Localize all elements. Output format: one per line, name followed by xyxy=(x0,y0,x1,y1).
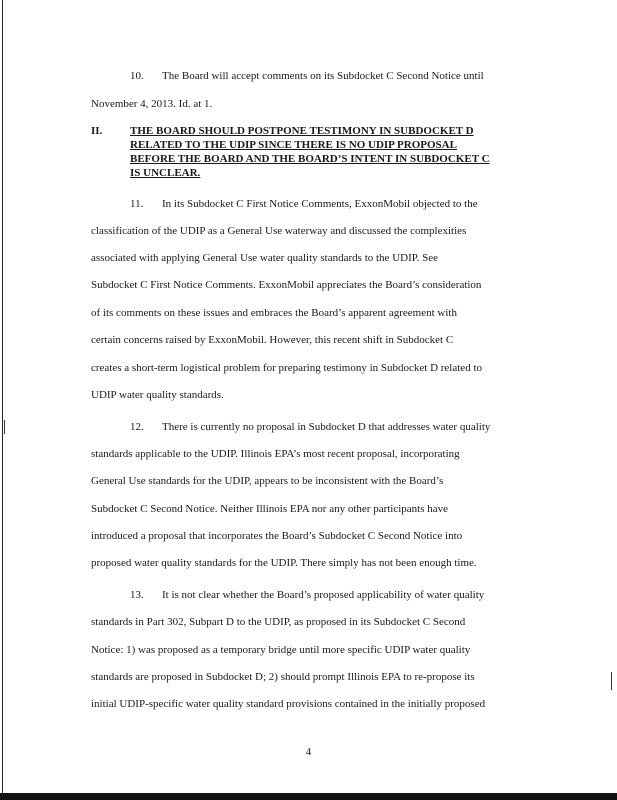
scan-mark-left xyxy=(4,420,5,434)
paragraph-11-line-3: associated with applying General Use water quality standards to the UDIP. See xyxy=(91,252,439,264)
paragraph-number: 12. xyxy=(130,421,144,433)
heading-line-4: IS UNCLEAR. xyxy=(130,167,201,179)
paragraph-12-line-2: standards applicable to the UDIP. Illinois EPA’s most recent proposal, incorporating xyxy=(91,448,460,460)
paragraph-11-line-7: creates a short-term logistical problem for preparing testimony in Subdocket D related to xyxy=(91,362,482,374)
paragraph-13-line-3: Notice: 1) was proposed as a temporary bridge until more specific UDIP water quality xyxy=(91,644,471,656)
paragraph-11-line-4: Subdocket C First Notice Comments. ExxonMobil appreciates the Board’s consideration xyxy=(91,279,482,291)
paragraph-12-line-3: General Use standards for the UDIP, appears to be inconsistent with the Board’s xyxy=(91,475,444,487)
paragraph-11-line-6: certain concerns raised by ExxonMobil. However, this recent shift in Subdocket C xyxy=(91,334,454,346)
paragraph-11-line-8: UDIP water quality standards. xyxy=(91,389,224,401)
paragraph-12-line-4: Subdocket C Second Notice. Neither Illinois EPA nor any other participants have xyxy=(91,503,449,515)
heading-number: II. xyxy=(91,125,103,137)
heading-line-1: THE BOARD SHOULD POSTPONE TESTIMONY IN SUBDOCKET D xyxy=(130,125,474,137)
paragraph-number: 13. xyxy=(130,589,144,601)
scan-bottom-edge xyxy=(0,793,617,800)
scan-mark-right xyxy=(611,672,612,690)
paragraph-10-line-2: November 4, 2013. Id. at 1. xyxy=(91,98,213,110)
paragraph-number: 11. xyxy=(130,198,144,210)
paragraph-11-line-1: 11. In its Subdocket C First Notice Comments, ExxonMobil objected to the xyxy=(130,198,478,210)
scan-left-edge xyxy=(2,0,3,800)
paragraph-13-line-5: initial UDIP-specific water quality standard provisions contained in the initially proposed xyxy=(91,698,486,710)
heading-line-3: BEFORE THE BOARD AND THE BOARD’S INTENT IN SUBDOCKET C xyxy=(130,153,490,165)
paragraph-11-line-2: classification of the UDIP as a General Use waterway and discussed the complexities xyxy=(91,225,467,237)
paragraph-13-line-2: standards in Part 302, Subpart D to the UDIP, as proposed in its Subdocket C Second xyxy=(91,616,466,628)
paragraph-11-line-5: of its comments on these issues and embraces the Board’s apparent agreement with xyxy=(91,307,457,319)
paragraph-12-line-6: proposed water quality standards for the UDIP. There simply has not been enough time. xyxy=(91,557,477,569)
heading-line-2: RELATED TO THE UDIP SINCE THERE IS NO UDIP PROPOSAL xyxy=(130,139,457,151)
paragraph-13-line-1: 13. It is not clear whether the Board’s proposed applicability of water quality xyxy=(130,589,485,601)
page-number: 4 xyxy=(305,746,312,758)
paragraph-13-line-4: standards are proposed in Subdocket D; 2) should prompt Illinois EPA to re-propose its xyxy=(91,671,475,683)
paragraph-10-line-1: 10. The Board will accept comments on its Subdocket C Second Notice until xyxy=(130,70,484,82)
paragraph-12-line-1: 12. There is currently no proposal in Subdocket D that addresses water quality xyxy=(130,421,491,433)
paragraph-number: 10. xyxy=(130,70,144,82)
paragraph-12-line-5: introduced a proposal that incorporates the Board’s Subdocket C Second Notice into xyxy=(91,530,463,542)
